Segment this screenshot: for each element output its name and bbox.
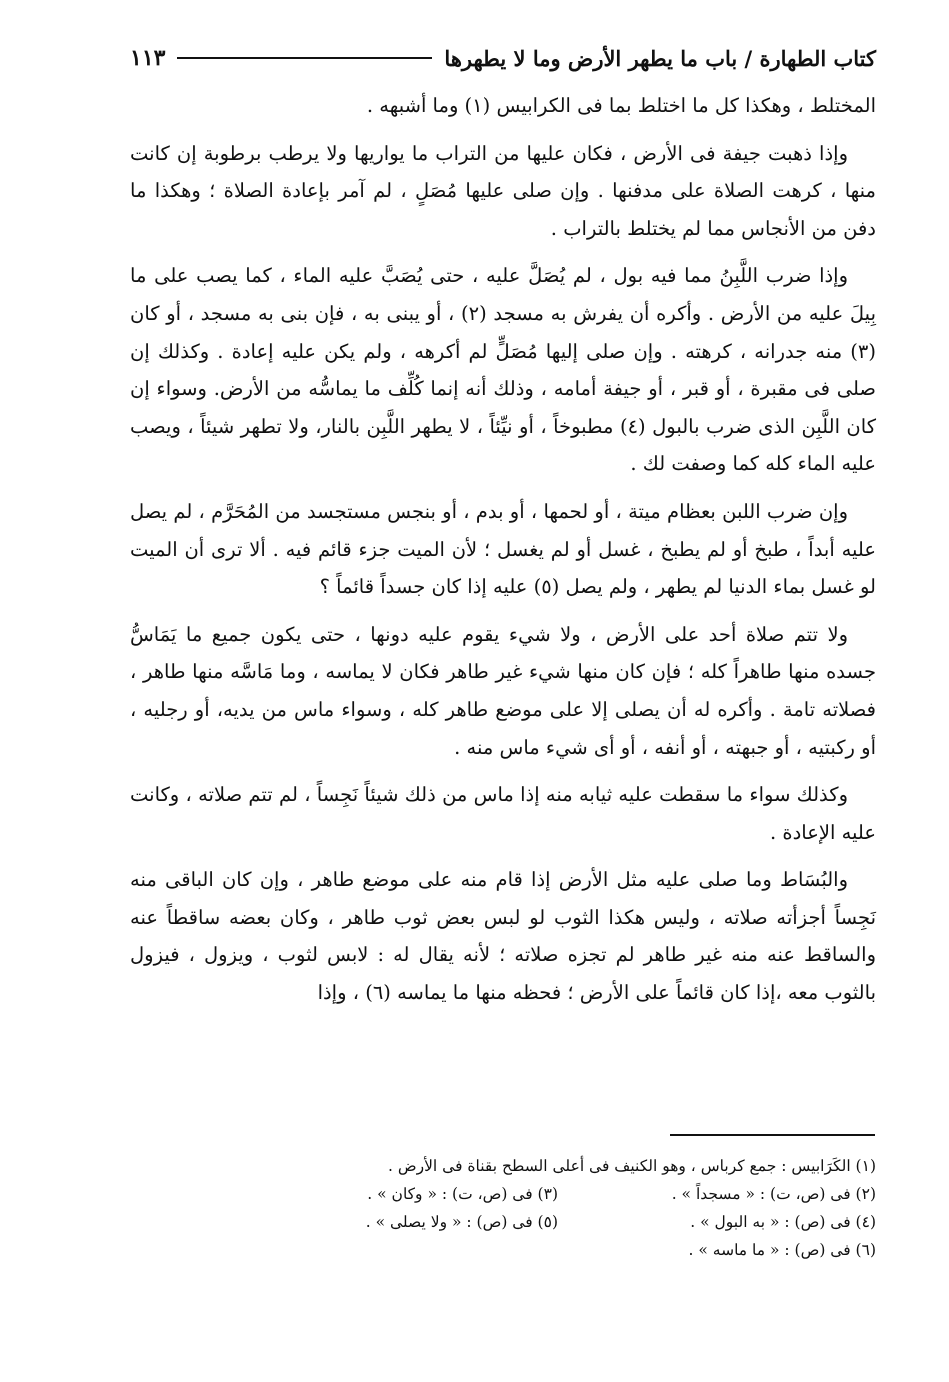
header-rule bbox=[177, 57, 432, 59]
paragraph: وإن ضرب اللبن بعظام ميتة ، أو لحمها ، أو بدم ، أو بنجس مستجسد من المُحَرَّم ، لم يصل عليه أبداً ، طبخ أو لم يطبخ ، غسل أو لم يغسل ؛ لأن الميت جزء قائم فيه . ألا ترى أن الميت لو غسل بماء الدنيا لم يطهر ، ولم يصل (٥) عليه إذا كان جسداً قائماً ؟ bbox=[130, 499, 876, 599]
footnote: (٦) فى (ص) : « ما ماسه » . bbox=[688, 1241, 876, 1259]
paragraph: وإذا ذهبت جيفة فى الأرض ، فكان عليها من التراب ما يواريها ولا يرطب برطوبة إن كانت منها ، كرهت الصلاة على مدفنها . وإن صلى عليها مُصَلٍ ، لم آمر بإعادة الصلاة ؛ وهكذا ما دفن من الأنجاس مما لم يختلط بالتراب . bbox=[130, 141, 876, 240]
paragraph: وكذلك سواء ما سقطت عليه ثيابه منه إذا ماس من ذلك شيئاً نَجِساً ، لم تتم صلاته ، وكانت عليه الإعادة . bbox=[130, 783, 876, 844]
main-text bbox=[130, 87, 876, 1022]
footnotes bbox=[130, 1152, 876, 1264]
page-header bbox=[130, 40, 876, 76]
paragraph: وإذا ضرب اللَّبِنُ مما فيه بول ، لم يُصَلَّ عليه ، حتى يُصَبَّ عليه الماء ، كما يصب على ما بِيلَ عليه من الأرض . وأكره أن يفرش به مسجد (٢) ، أو يبنى به ، فإن بنى به مسجد ، أو كان (٣) منه جدرانه ، كرهته . وإن صلى إليها مُصَلٍّ لم أكرهه ، ولم يكن عليه إعادة . وكذلك إن صلى فى مقبرة ، أو قبر ، أو جيفة أمامه ، وذلك أنه إنما كُلِّف ما يماسُّه من الأرض. وسواء إن كان اللَّبِن الذى ضرب بالبول (٤) مطبوخاً ، أو نيِّئاً ، لا يطهر اللَّبِن بالنار، ولا تطهر شيئاً ، ويصب عليه الماء كله كما وصفت لك . bbox=[130, 264, 876, 476]
footnote: (٢) فى (ص، ت) : « مسجداً » . bbox=[671, 1185, 876, 1203]
paragraph: والبُسَاط وما صلى عليه مثل الأرض إذا قام منه على موضع طاهر ، وإن كان الباقى منه نَجِساً أجزأته صلاته ، وليس هكذا الثوب لو لبس بعض ثوب طاهر ، وكان بعضه ساقطاً عنه والساقط عنه منه غير طاهر لم تجزه صلاته ؛ لأنه يقال له : لابس لثوب ، ويزول ، فيزول بالثوب معه ،إذا كان قائماً على الأرض ؛ فحظه منها ما يماسه (٦) ، وإذا bbox=[130, 868, 876, 1005]
running-title: كتاب الطهارة / باب ما يطهر الأرض وما لا يطهرها bbox=[444, 45, 876, 71]
page-number: ١١٣ bbox=[130, 45, 166, 71]
footnote: (١) الكَرَابيس : جمع كرباس ، وهو الكنيف فى أعلى السطح بقناة فى الأرض . bbox=[388, 1157, 876, 1175]
paragraph: المختلط ، وهكذا كل ما اختلط بما فى الكرابيس (١) وما أشبهه . bbox=[366, 94, 876, 117]
footnote: (٥) فى (ص) : « ولا يصلى » . bbox=[365, 1213, 558, 1231]
paragraph: ولا تتم صلاة أحد على الأرض ، ولا شيء يقوم عليه دونها ، حتى يكون جميع ما يَمَاسُّ جسده منها طاهراً كله ؛ فإن كان منها شيء غير طاهر فكان لا يماسه ، وما مَاسَّه منها طاهر ، فصلاته تامة . وأكره له أن يصلى إلا على موضع طاهر كله ، وسواء ماس من يديه، أو رجليه ، أو ركبتيه ، أو جبهته ، أو أنفه ، أو أى شيء ماس منه . bbox=[130, 622, 876, 759]
footnote: (٣) فى (ص، ت) : « وكان » . bbox=[367, 1185, 558, 1203]
footnote-separator bbox=[670, 1134, 875, 1136]
footnote: (٤) فى (ص) : « به البول » . bbox=[690, 1213, 876, 1231]
